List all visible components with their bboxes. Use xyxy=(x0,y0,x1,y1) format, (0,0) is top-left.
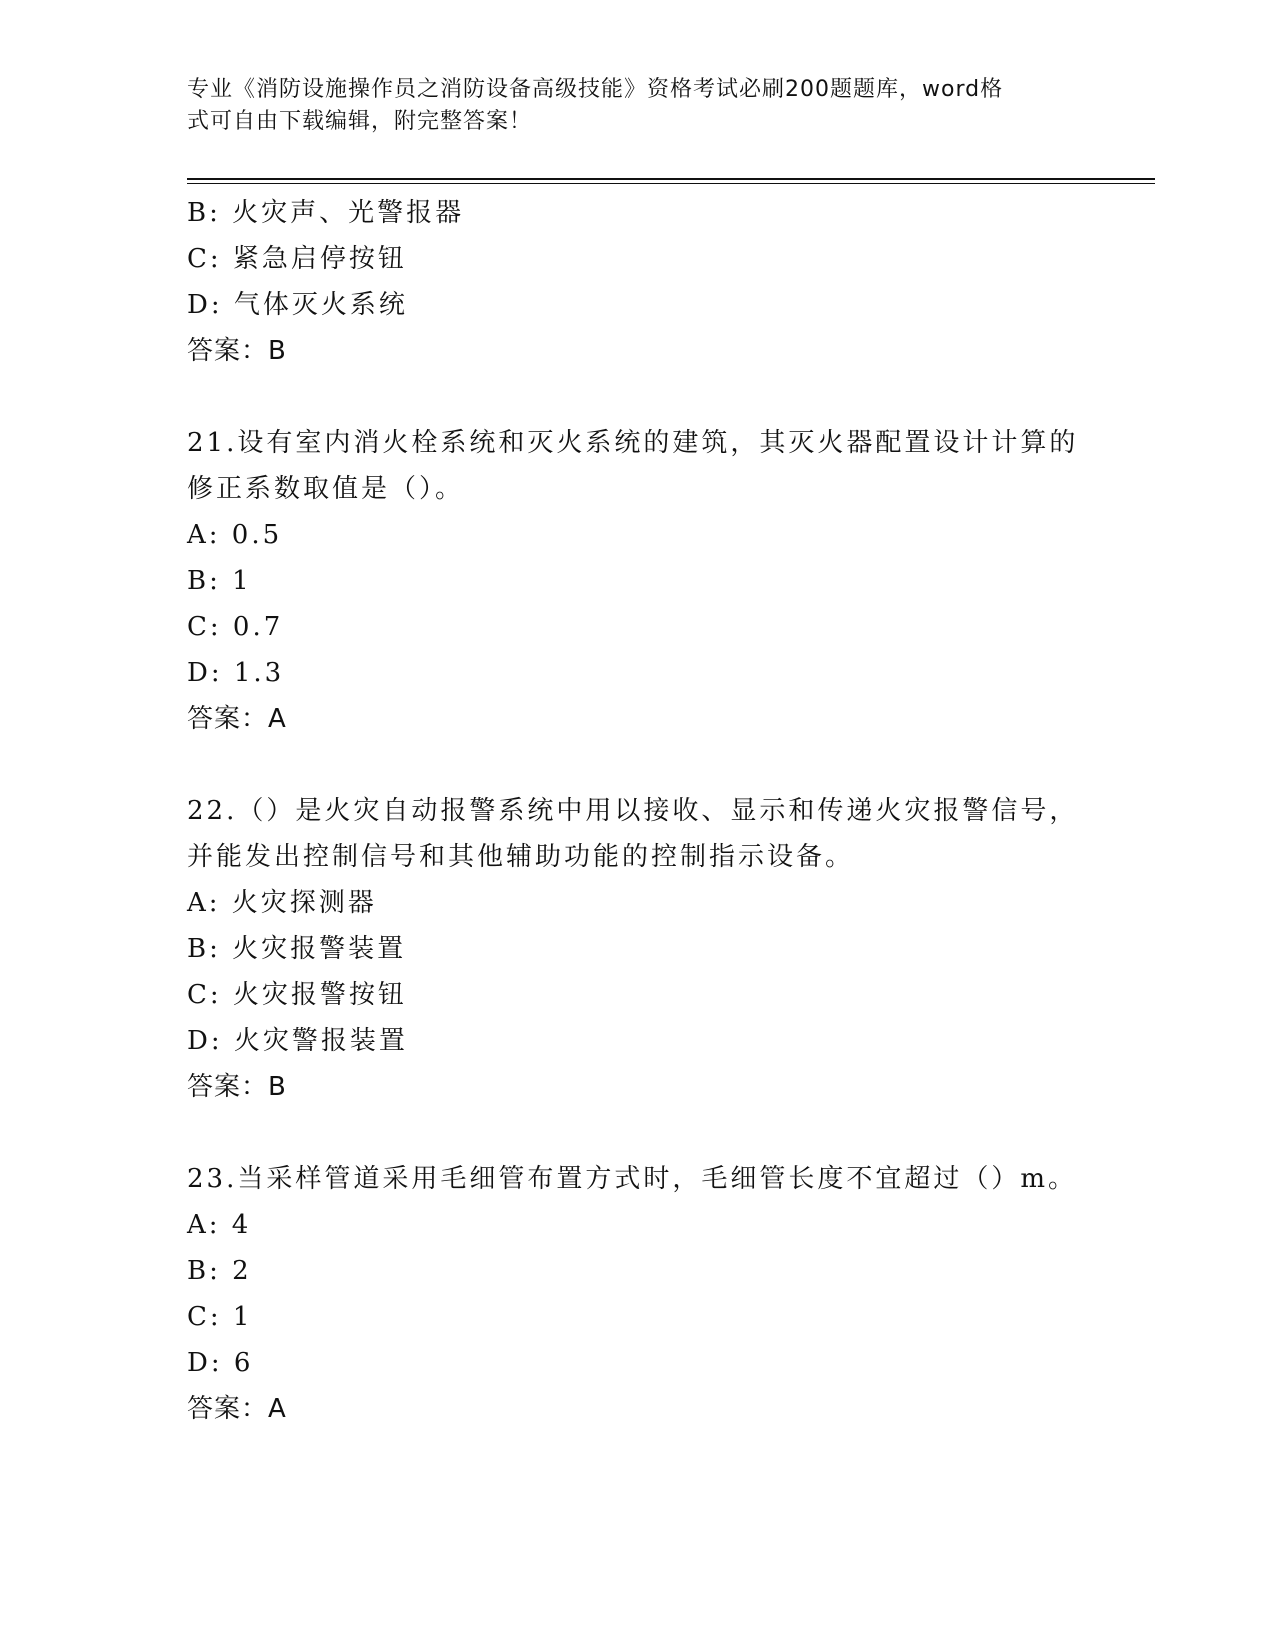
option-d: D: 1.3 xyxy=(187,658,285,688)
question-block-prev xyxy=(187,190,1117,374)
header-line-1: 专业《消防设施操作员之消防设备高级技能》资格考试必刷200题题库，word格 xyxy=(187,77,1004,102)
option-a: A: 0.5 xyxy=(187,520,283,550)
question-stem-line-2: 修正系数取值是（）。 xyxy=(187,474,465,504)
option-c: C: 紧急启停按钮 xyxy=(187,244,407,274)
option-c: C: 火灾报警按钮 xyxy=(187,980,407,1010)
document-header xyxy=(187,74,1067,138)
option-c: C: 1 xyxy=(187,1302,253,1332)
answer-line: 答案：A xyxy=(187,704,287,734)
option-b: B: 2 xyxy=(187,1256,252,1286)
option-b: B: 1 xyxy=(187,566,252,596)
answer-line: 答案：B xyxy=(187,336,287,366)
document-body xyxy=(187,190,1117,1432)
question-stem-line-1: 21.设有室内消火栓系统和灭火系统的建筑，其灭火器配置设计计算的 xyxy=(187,428,1079,458)
answer-line: 答案：B xyxy=(187,1072,287,1102)
answer-line: 答案：A xyxy=(187,1394,287,1424)
option-d: D: 6 xyxy=(187,1348,254,1378)
question-stem-line-2: 并能发出控制信号和其他辅助功能的控制指示设备。 xyxy=(187,842,855,872)
question-block-21 xyxy=(187,420,1117,742)
option-d: D: 气体灭火系统 xyxy=(187,290,408,320)
option-b: B: 火灾报警装置 xyxy=(187,934,407,964)
option-a: A: 4 xyxy=(187,1210,252,1240)
question-stem-line-1: 23.当采样管道采用毛细管布置方式时，毛细管长度不宜超过（）m。 xyxy=(187,1164,1078,1194)
header-rule-thin xyxy=(187,183,1155,184)
option-d: D: 火灾警报装置 xyxy=(187,1026,408,1056)
question-block-22 xyxy=(187,788,1117,1110)
option-c: C: 0.7 xyxy=(187,612,284,642)
option-b: B: 火灾声、光警报器 xyxy=(187,198,465,228)
question-stem-line-1: 22.（）是火灾自动报警系统中用以接收、显示和传递火灾报警信号， xyxy=(187,796,1079,826)
header-line-2: 式可自由下载编辑，附完整答案！ xyxy=(187,109,533,134)
question-block-23 xyxy=(187,1156,1117,1432)
header-rule-thick xyxy=(187,178,1155,180)
option-a: A: 火灾探测器 xyxy=(187,888,377,918)
